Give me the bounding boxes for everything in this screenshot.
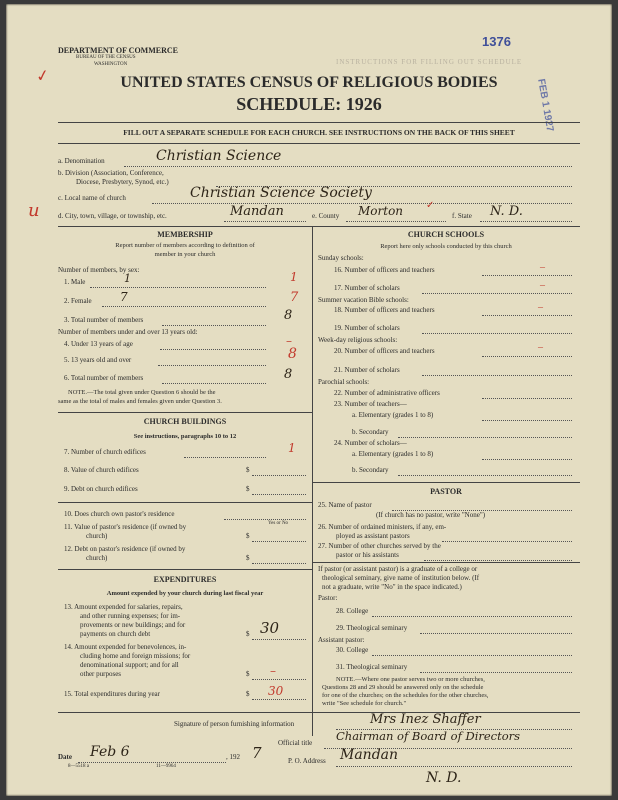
membership-intro: Report number of members according to definition of xyxy=(115,242,255,249)
q24b-label: b. Secondary xyxy=(352,466,389,474)
q7-label: 7. Number of church edifices xyxy=(64,448,146,456)
weekday-label: Week-day religious schools: xyxy=(318,336,398,344)
asst-subheading: Assistant pastor: xyxy=(318,636,365,644)
q4-leader xyxy=(160,349,266,350)
po-address-value: Mandan xyxy=(340,747,399,763)
local-name-value: Christian Science Society xyxy=(190,185,372,201)
q9-line xyxy=(252,494,306,495)
date-line xyxy=(78,762,226,763)
pastor-subheading: Pastor: xyxy=(318,594,338,602)
county-label: e. County xyxy=(312,212,340,220)
q11-line xyxy=(252,541,306,542)
po-address-label: P. O. Address xyxy=(288,757,326,765)
schools-sub: Report here only schools conducted by this church xyxy=(380,243,512,250)
q23b-label: b. Secondary xyxy=(352,428,389,436)
q22-line xyxy=(482,398,572,399)
q10-label: 10. Does church own pastor's residence xyxy=(64,510,175,518)
membership-intro-2: member in your church xyxy=(154,251,216,258)
q5-value: 8 xyxy=(288,346,297,362)
q25-label: 25. Name of pastor xyxy=(318,501,372,509)
membership-heading: MEMBERSHIP xyxy=(157,230,213,239)
q20-value: – xyxy=(538,342,543,353)
q14-label-4: other purposes xyxy=(80,670,122,678)
q15-label: 15. Total expenditures during year xyxy=(64,690,160,698)
po-address-line xyxy=(336,766,572,767)
q26-label: 26. Number of ordained ministers, if any, em- xyxy=(318,523,447,531)
local-name-label: c. Local name of church xyxy=(58,194,126,202)
county-value: Morton xyxy=(358,204,404,218)
q27-label: 27. Number of other churches served by the xyxy=(318,542,441,550)
year-value: 7 xyxy=(252,744,262,762)
denomination-value: Christian Science xyxy=(156,148,282,164)
red-check-mark: ✓ xyxy=(34,66,51,87)
q24b-line xyxy=(398,475,572,476)
q18-value: – xyxy=(538,302,543,313)
q23-label: 23. Number of teachers— xyxy=(334,400,407,408)
q16-label: 16. Number of officers and teachers xyxy=(334,266,435,274)
q14-label-3: denominational support; and for all xyxy=(80,661,179,669)
q5-leader xyxy=(158,365,266,366)
rule xyxy=(58,712,580,713)
q29-label: 29. Theological seminary xyxy=(336,624,408,632)
margin-mark: u xyxy=(28,200,40,221)
q30-label: 30. College xyxy=(336,646,369,654)
q24a-label: a. Elementary (grades 1 to 8) xyxy=(352,450,434,458)
q6-leader xyxy=(162,383,266,384)
bureau-label: BUREAU OF THE CENSUS xyxy=(76,55,136,60)
age-label: Number of members under and over 13 years old: xyxy=(58,328,198,336)
q3-label: 3. Total number of members xyxy=(64,316,144,324)
q18-line xyxy=(482,315,572,316)
form-number: 8—5518 a xyxy=(68,764,89,769)
q16-line xyxy=(482,275,572,276)
q6-label: 6. Total number of members xyxy=(64,374,144,382)
q13-label-4: payments on church debt xyxy=(80,630,151,638)
q20-label: 20. Number of officers and teachers xyxy=(334,347,435,355)
q17-label: 17. Number of scholars xyxy=(334,284,400,292)
q24a-line xyxy=(482,459,572,460)
date-value: Feb 6 xyxy=(90,744,130,760)
q30-line xyxy=(372,655,572,656)
q14-line xyxy=(252,679,306,680)
q13-dollar: $ xyxy=(246,630,250,638)
q17-line xyxy=(422,293,572,294)
q1-leader xyxy=(90,287,266,288)
q18-label: 18. Number of officers and teachers xyxy=(334,306,435,314)
state-value: N. D. xyxy=(490,204,523,219)
q7-leader xyxy=(184,457,266,458)
q26-line xyxy=(442,541,572,542)
buildings-heading: CHURCH BUILDINGS xyxy=(143,417,227,426)
signature-label: Signature of person furnishing information xyxy=(174,720,295,728)
rule xyxy=(58,412,312,413)
center-divider xyxy=(312,226,313,736)
q29-line xyxy=(420,633,572,634)
q1-label: 1. Male xyxy=(64,278,86,286)
q26-label-2: ployed as assistant pastors xyxy=(336,532,410,540)
q8-line xyxy=(252,475,306,476)
q2-label: 2. Female xyxy=(64,297,92,305)
q24-label: 24. Number of scholars— xyxy=(334,439,407,447)
q16-value: – xyxy=(540,262,545,273)
q8-label: 8. Value of church edifices xyxy=(64,466,139,474)
signature-value: Mrs Inez Shaffer xyxy=(370,712,481,727)
q31-label: 31. Theological seminary xyxy=(336,663,408,671)
q12-label-2: church) xyxy=(86,554,108,562)
q1-value: 1 xyxy=(290,270,298,284)
faint-instructions-bleed: INSTRUCTIONS FOR FILLING OUT SCHEDULE xyxy=(336,58,523,66)
college-note-2: theological seminary, give name of institution below. (If xyxy=(322,574,480,582)
q20-line xyxy=(482,356,572,357)
q23b-line xyxy=(398,437,572,438)
q7-value: 1 xyxy=(288,441,296,455)
q13-value: 30 xyxy=(260,619,280,637)
q5-label: 5. 13 years old and over xyxy=(64,356,132,364)
q6-value: 8 xyxy=(284,367,293,382)
city-line xyxy=(224,221,306,222)
q4-label: 4. Under 13 years of age xyxy=(64,340,133,348)
pastor-note-2: Questions 28 and 29 should be answered only on the schedule xyxy=(322,684,484,691)
county-check: ✓ xyxy=(426,200,435,211)
denomination-label: a. Denomination xyxy=(58,157,105,165)
official-title-label: Official title xyxy=(278,739,313,747)
schools-heading: CHURCH SCHOOLS xyxy=(407,230,485,239)
division-label-2: Diocese, Presbytery, Synod, etc.) xyxy=(76,178,169,186)
q21-line xyxy=(422,375,572,376)
city-label: d. City, town, village, or township, etc. xyxy=(58,212,167,220)
expenditures-sub: Amount expended by your church during last fiscal year xyxy=(106,590,264,597)
sex-label: Number of members, by sex: xyxy=(58,266,140,274)
q14-dollar: $ xyxy=(246,670,250,678)
yes-no-hint: Yes or No xyxy=(268,521,289,526)
pastor-note-3: for one of the churches; on the schedules for the other churches, xyxy=(322,692,489,699)
buildings-sub: See instructions, paragraphs 10 to 12 xyxy=(133,433,237,440)
q23a-label: a. Elementary (grades 1 to 8) xyxy=(352,411,434,419)
q28-label: 28. College xyxy=(336,607,369,615)
separate-schedule-note: FILL OUT A SEPARATE SCHEDULE FOR EACH CHURCH. SEE INSTRUCTIONS ON THE BACK OF THIS SHEET xyxy=(123,128,515,137)
state-line xyxy=(480,221,572,222)
pastor-heading: PASTOR xyxy=(430,487,462,496)
city-label: WASHINGTON xyxy=(94,62,128,67)
rule xyxy=(58,569,312,570)
q31-line xyxy=(420,672,572,673)
year-prefix: , 192 xyxy=(226,753,240,761)
rule xyxy=(312,482,580,483)
q2-leader xyxy=(102,306,266,307)
q9-dollar: $ xyxy=(246,485,250,493)
q23a-line xyxy=(482,420,572,421)
q21-label: 21. Number of scholars xyxy=(334,366,400,374)
q9-label: 9. Debt on church edifices xyxy=(64,485,138,493)
parochial-label: Parochial schools: xyxy=(318,378,370,386)
q10-line xyxy=(224,519,306,520)
q15-value: 30 xyxy=(268,684,284,698)
date-label: Date xyxy=(58,753,72,761)
q15-dollar: $ xyxy=(246,690,250,698)
received-date-stamp: FEB 1 1927 xyxy=(535,78,556,133)
q2-inline-value: 7 xyxy=(120,290,128,304)
rule xyxy=(58,226,580,227)
q27-label-2: pastor or his assistants xyxy=(336,551,399,559)
official-title-value: Chairman of Board of Directors xyxy=(336,729,521,743)
q13-label-2: and other running expenses; for im- xyxy=(80,612,181,620)
q4-value: – xyxy=(286,334,292,348)
q11-dollar: $ xyxy=(246,532,250,540)
q1-inline-value: 1 xyxy=(124,272,131,285)
expenditures-heading: EXPENDITURES xyxy=(153,575,217,584)
census-form-sheet xyxy=(6,4,612,796)
college-note: If pastor (or assistant pastor) is a graduate of a college or xyxy=(318,565,478,573)
q12-line xyxy=(252,563,306,564)
q13-label-3: provements or new buildings; and for xyxy=(80,621,186,629)
print-number: 11—9964 xyxy=(156,764,176,769)
q12-label: 12. Debt on pastor's residence (if owned by xyxy=(64,545,186,553)
q15-line xyxy=(252,699,306,700)
college-note-3: not a graduate, write "No" in the space indicated.) xyxy=(322,583,462,591)
q14-label: 14. Amount expended for benevolences, in- xyxy=(64,643,187,651)
rule xyxy=(58,502,312,503)
q28-line xyxy=(372,616,572,617)
schedule-title: SCHEDULE: 1926 xyxy=(236,94,382,114)
department-label: DEPARTMENT OF COMMERCE xyxy=(58,46,179,55)
division-label: b. Division (Association, Conference, xyxy=(58,169,164,177)
q11-label-2: church) xyxy=(86,532,108,540)
pastor-note: NOTE.—Where one pastor serves two or more churches, xyxy=(336,676,485,683)
q13-label: 13. Amount expended for salaries, repairs, xyxy=(64,603,183,611)
rule xyxy=(312,562,580,563)
q14-value: – xyxy=(270,664,276,678)
q3-leader xyxy=(162,325,266,326)
summer-label: Summer vacation Bible schools: xyxy=(318,296,409,304)
membership-note: NOTE.—The total given under Question 6 should be the xyxy=(68,389,216,396)
q19-label: 19. Number of scholars xyxy=(334,324,400,332)
q27-line xyxy=(424,560,572,561)
q8-dollar: $ xyxy=(246,466,250,474)
pastor-note-4: write "See schedule for church." xyxy=(322,700,407,707)
q11-label: 11. Value of pastor's residence (if owned by xyxy=(64,523,187,531)
denomination-line xyxy=(124,166,572,167)
county-line xyxy=(346,221,446,222)
q19-line xyxy=(422,333,572,334)
q12-dollar: $ xyxy=(246,554,250,562)
q14-label-2: cluding home and foreign missions; for xyxy=(80,652,191,660)
q13-line xyxy=(252,639,306,640)
city-value: Mandan xyxy=(230,204,284,219)
rule xyxy=(58,122,580,123)
rule xyxy=(58,143,580,144)
state-label: f. State xyxy=(452,212,472,220)
membership-note-2: same as the total of males and females given under Question 3. xyxy=(58,398,222,405)
stamp-number: 1376 xyxy=(482,34,511,49)
q17-value: – xyxy=(540,280,545,291)
po-address-state: N. D. xyxy=(426,770,462,786)
q22-label: 22. Number of administrative officers xyxy=(334,389,440,397)
form-title: UNITED STATES CENSUS OF RELIGIOUS BODIES xyxy=(120,74,498,91)
q2-value: 7 xyxy=(290,290,299,305)
q3-value: 8 xyxy=(284,308,293,323)
sunday-label: Sunday schools: xyxy=(318,254,364,262)
q25-hint: (If church has no pastor, write "None") xyxy=(376,511,486,519)
